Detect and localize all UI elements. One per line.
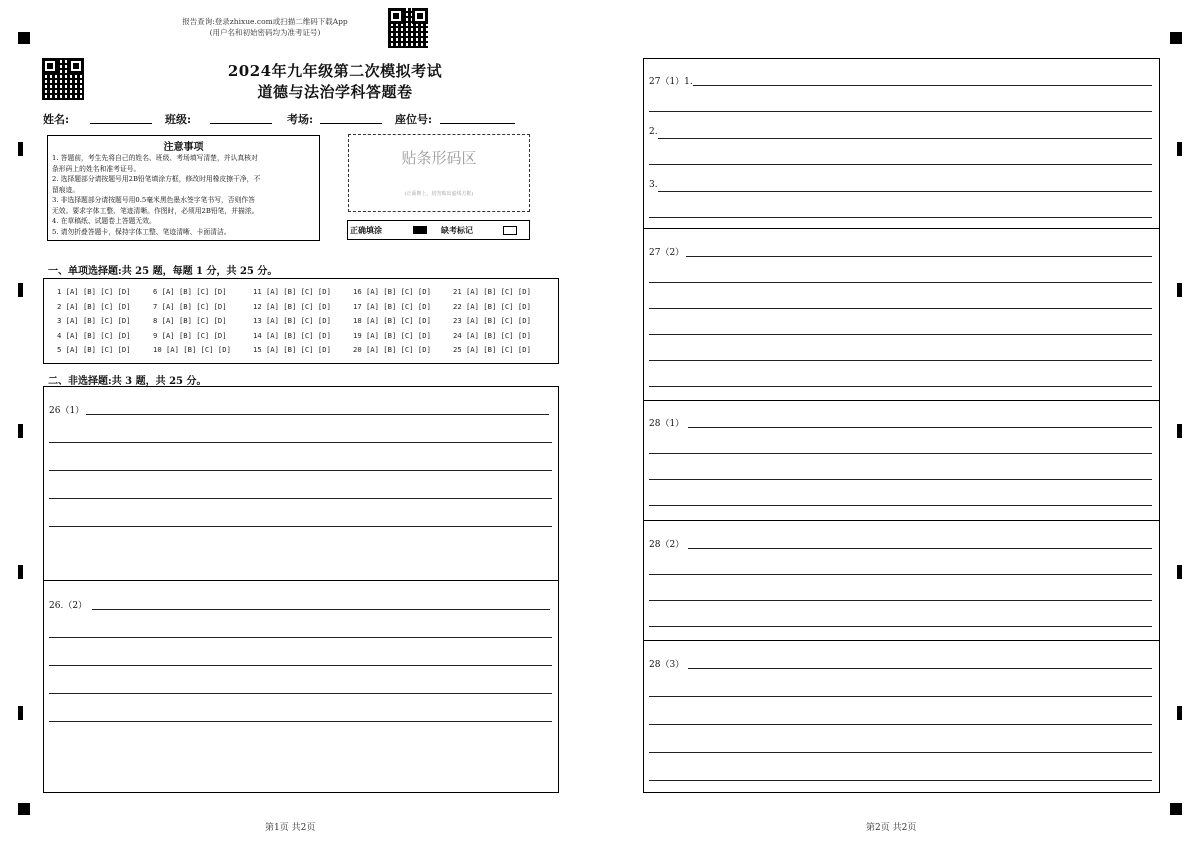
mcq-question[interactable]: 24 [A] [B] [C] [D]: [453, 330, 531, 340]
mcq-question[interactable]: 14 [A] [B] [C] [D]: [253, 330, 331, 340]
notice-line: 3. 非选择题部分请按题号用0.5毫米黑色墨水签字笔书写，否则作答: [52, 196, 255, 204]
answer-line[interactable]: [693, 85, 1152, 86]
answer-line[interactable]: [658, 138, 1152, 139]
question-27-1-label: 27（1）1.: [649, 77, 693, 87]
timing-mark: [18, 142, 23, 156]
notice-line: 4. 在草稿纸、试题卷上答题无效。: [52, 217, 156, 225]
mcq-question[interactable]: 23 [A] [B] [C] [D]: [453, 316, 531, 325]
mcq-question[interactable]: 6 [A] [B] [C] [D]: [153, 287, 227, 296]
answer-line[interactable]: [649, 217, 1152, 218]
question-27-1-2-label: 2.: [649, 127, 658, 137]
exam-title: [180, 60, 490, 102]
mcq-question[interactable]: 25 [A] [B] [C] [D]: [453, 345, 531, 354]
answer-line[interactable]: [649, 724, 1152, 725]
question-26-1-label: 26（1）: [49, 406, 85, 416]
answer-line[interactable]: [649, 696, 1152, 697]
correct-fill-sample: [413, 226, 427, 234]
answer-line[interactable]: [49, 442, 552, 443]
timing-mark: [18, 706, 23, 720]
answer-line[interactable]: [649, 479, 1152, 480]
exam-room-label: 考场:: [287, 113, 314, 126]
page-2-footer: 第2页 共2页: [866, 823, 917, 833]
absent-mark-box[interactable]: [503, 226, 517, 235]
mcq-question[interactable]: 1 [A] [B] [C] [D]: [57, 287, 131, 296]
page-1-footer: 第1页 共2页: [265, 823, 316, 833]
class-label: 班级:: [165, 113, 192, 126]
mcq-question[interactable]: 18 [A] [B] [C] [D]: [353, 316, 431, 325]
answer-line[interactable]: [649, 453, 1152, 454]
notice-line: 5. 请勿折叠答题卡，保持字体工整、笔迹清晰、卡面清洁。: [52, 227, 231, 236]
name-field[interactable]: [90, 123, 152, 124]
mcq-question[interactable]: 21 [A] [B] [C] [D]: [453, 287, 531, 296]
answer-line[interactable]: [686, 256, 1152, 257]
notice-line: 无效。要求字体工整、笔迹清晰。作图时，必须用2B铅笔，并描浓。: [52, 206, 259, 215]
alignment-mark: [1170, 32, 1182, 44]
title-line-1: 2024年九年级第二次模拟考试: [227, 62, 443, 80]
answer-box-27-2: [643, 228, 1160, 401]
mcq-question[interactable]: 10 [A] [B] [C] [D]: [153, 345, 231, 354]
answer-line[interactable]: [688, 548, 1152, 549]
sheet-qr-code: [42, 58, 84, 100]
answer-line[interactable]: [49, 721, 552, 722]
answer-line[interactable]: [49, 665, 552, 666]
answer-line[interactable]: [49, 470, 552, 471]
barcode-area: [348, 134, 530, 212]
timing-mark: [1177, 424, 1182, 438]
alignment-mark: [18, 32, 30, 44]
answer-line[interactable]: [649, 282, 1152, 283]
answer-line[interactable]: [649, 600, 1152, 601]
question-27-1-3-label: 3.: [649, 180, 658, 190]
answer-line[interactable]: [649, 360, 1152, 361]
mcq-question[interactable]: 3 [A] [B] [C] [D]: [57, 316, 131, 325]
question-28-1-label: 28（1）: [649, 419, 685, 429]
exam-room-field[interactable]: [320, 123, 382, 124]
class-field[interactable]: [210, 123, 272, 124]
mcq-question[interactable]: 22 [A] [B] [C] [D]: [453, 301, 531, 311]
answer-box-27-1: [643, 58, 1160, 229]
timing-mark: [1177, 565, 1182, 579]
report-line-1: 报告查询:登录zhixue.com或扫描二维码下载App: [182, 17, 348, 26]
notice-line: 留痕迹。: [52, 185, 80, 194]
title-line-2: 道德与法治学科答题卷: [257, 83, 413, 101]
timing-mark: [18, 565, 23, 579]
barcode-label: 贴条形码区: [401, 149, 477, 167]
answer-line[interactable]: [49, 498, 552, 499]
answer-line[interactable]: [649, 574, 1152, 575]
mcq-question[interactable]: 7 [A] [B] [C] [D]: [153, 301, 227, 311]
report-query-text: [160, 16, 370, 38]
absent-mark-label: 缺考标记: [441, 225, 473, 235]
report-line-2: (用户名和初始密码均为准考证号): [209, 28, 321, 37]
mcq-question[interactable]: 2 [A] [B] [C] [D]: [57, 301, 131, 311]
answer-line[interactable]: [49, 526, 552, 527]
answer-line[interactable]: [649, 752, 1152, 753]
alignment-mark: [18, 803, 30, 815]
answer-line[interactable]: [649, 505, 1152, 506]
answer-line[interactable]: [49, 637, 552, 638]
answer-line[interactable]: [688, 427, 1152, 428]
mcq-question[interactable]: 9 [A] [B] [C] [D]: [153, 330, 227, 340]
mcq-question[interactable]: 16 [A] [B] [C] [D]: [353, 287, 431, 296]
notice-line: 2. 选择题部分请按题号用2B铅笔填涂方框，修改时用橡皮擦干净，不: [52, 175, 261, 183]
section-2-title: 二、非选择题:共 3 题，共 25 分。: [48, 376, 207, 387]
fill-legend: [347, 220, 530, 240]
answer-line[interactable]: [92, 609, 550, 610]
mcq-question[interactable]: 5 [A] [B] [C] [D]: [57, 345, 131, 354]
answer-line[interactable]: [649, 308, 1152, 309]
answer-line[interactable]: [649, 334, 1152, 335]
answer-line[interactable]: [649, 386, 1152, 387]
timing-mark: [18, 424, 23, 438]
timing-mark: [1177, 142, 1182, 156]
answer-box-28-2: [643, 520, 1160, 641]
mcq-question[interactable]: 19 [A] [B] [C] [D]: [353, 330, 431, 340]
question-28-3-label: 28（3）: [649, 660, 685, 670]
answer-line[interactable]: [649, 626, 1152, 627]
mcq-question[interactable]: 20 [A] [B] [C] [D]: [353, 345, 431, 354]
notice-line: 1. 答题前，考生先将自己的姓名、班级、考场填写清楚，并认真核对: [52, 154, 258, 162]
mcq-question[interactable]: 12 [A] [B] [C] [D]: [253, 301, 331, 311]
mcq-question[interactable]: 4 [A] [B] [C] [D]: [57, 330, 131, 340]
timing-mark: [18, 283, 23, 297]
timing-mark: [1177, 283, 1182, 297]
barcode-hint: (正面朝上，切勿贴出虚线方框): [404, 191, 474, 197]
answer-line[interactable]: [649, 780, 1152, 781]
question-28-2-label: 28（2）: [649, 540, 685, 550]
alignment-mark: [1170, 803, 1182, 815]
answer-box-28-3: [643, 640, 1160, 793]
name-label: 姓名:: [43, 113, 70, 126]
download-qr-code[interactable]: [388, 8, 428, 48]
timing-mark: [1177, 706, 1182, 720]
answer-line[interactable]: [649, 111, 1152, 112]
seat-number-label: 座位号:: [395, 113, 433, 126]
question-26-2-label: 26.（2）: [49, 601, 88, 611]
answer-line[interactable]: [688, 668, 1152, 669]
notice-line: 条形码上的姓名和准考证号。: [52, 164, 141, 173]
answer-line[interactable]: [86, 414, 549, 415]
answer-box-28-1: [643, 400, 1160, 521]
answer-box-26-1: [43, 386, 559, 581]
answer-box-26-2: [43, 580, 559, 793]
seat-number-field[interactable]: [440, 123, 515, 124]
mcq-question[interactable]: 11 [A] [B] [C] [D]: [253, 287, 331, 296]
mcq-question[interactable]: 17 [A] [B] [C] [D]: [353, 301, 431, 311]
mcq-question[interactable]: 15 [A] [B] [C] [D]: [253, 345, 331, 354]
answer-line[interactable]: [49, 693, 552, 694]
section-1-title: 一、单项选择题:共 25 题，每题 1 分，共 25 分。: [48, 266, 278, 277]
notice-title: 注意事项: [163, 142, 204, 153]
mcq-question[interactable]: 13 [A] [B] [C] [D]: [253, 316, 331, 325]
correct-fill-label: 正确填涂: [350, 225, 382, 235]
answer-line[interactable]: [649, 164, 1152, 165]
mcq-question[interactable]: 8 [A] [B] [C] [D]: [153, 316, 227, 325]
answer-line[interactable]: [658, 191, 1152, 192]
question-27-2-label: 27（2）: [649, 248, 685, 258]
notice-box: [47, 135, 320, 241]
